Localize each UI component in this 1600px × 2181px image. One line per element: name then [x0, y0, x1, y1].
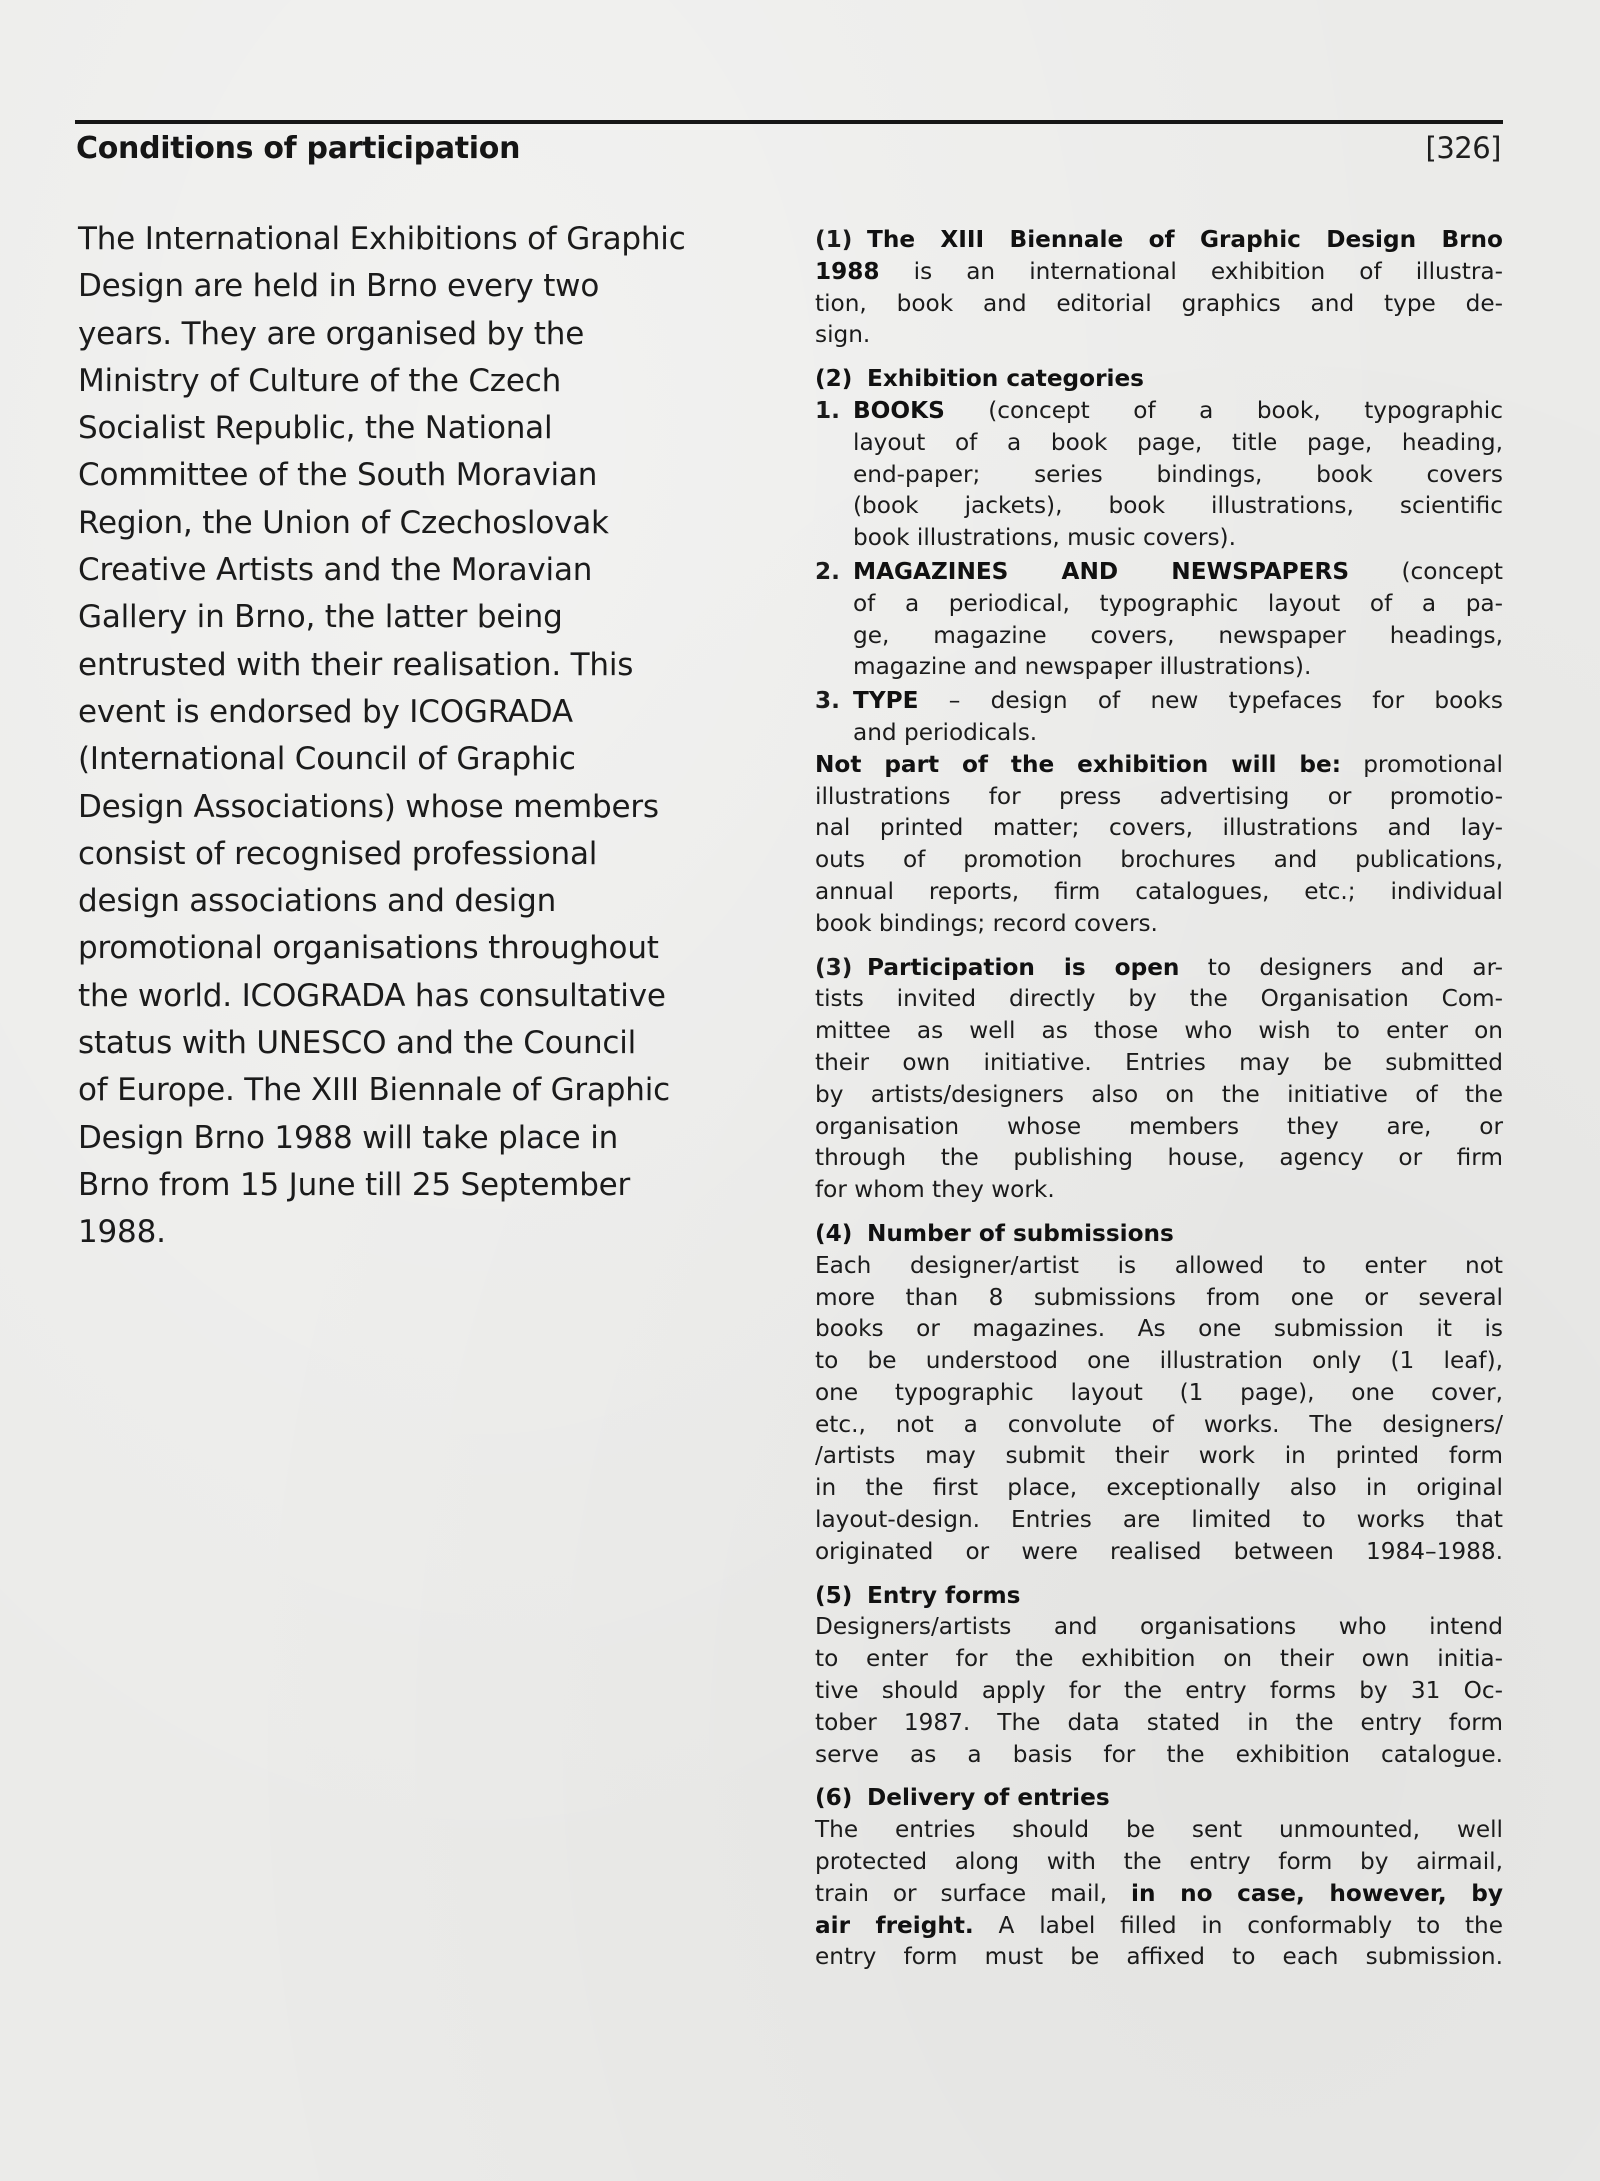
- intro-line: Design Brno 1988 will take place in: [78, 1119, 619, 1156]
- section-text: through the publishing house, agency or firm: [815, 1144, 1503, 1172]
- section-2: [815, 363, 1503, 939]
- category-item-books: [815, 395, 1503, 554]
- intro-line: The International Exhibitions of Graphic: [78, 221, 686, 257]
- section-4: [815, 1218, 1503, 1568]
- exclusions-text: illustrations for press advertising or promotio-: [815, 782, 1503, 810]
- section-heading: Entry forms: [867, 1581, 1021, 1609]
- section-bold-lead: 1988: [815, 257, 880, 285]
- section-text: serve as a basis for the exhibition catalogue.: [815, 1740, 1503, 1768]
- section-text: protected along with the entry form by airmail,: [815, 1848, 1503, 1876]
- section-1: [815, 224, 1503, 351]
- intro-line: status with UNESCO and the Council: [78, 1025, 637, 1062]
- section-text: by artists/designers also on the initiative of the: [815, 1080, 1503, 1108]
- intro-line: (International Council of Graphic: [78, 741, 576, 778]
- category-text: (concept of a book, typographic: [944, 396, 1503, 424]
- section-text: tive should apply for the entry forms by 31 Oc-: [815, 1677, 1503, 1705]
- intro-line: consist of recognised professional: [78, 835, 598, 872]
- exclusions-text: book bindings; record covers.: [815, 909, 1158, 937]
- section-text: to be understood one illustration only (1 leaf),: [815, 1347, 1503, 1375]
- section-text: tober 1987. The data stated in the entry form: [815, 1708, 1503, 1736]
- category-text: (concept: [1349, 557, 1503, 585]
- exclusions-label: Not part of the exhibition will be:: [815, 750, 1341, 778]
- intro-line: 1988.: [78, 1214, 166, 1251]
- category-label: BOOKS: [853, 396, 945, 424]
- section-text: tists invited directly by the Organisation Com-: [815, 985, 1503, 1013]
- page-title: Conditions of participation: [76, 130, 521, 166]
- exclusions-text: outs of promotion brochures and publications,: [815, 846, 1503, 874]
- section-text: for whom they work.: [815, 1176, 1055, 1204]
- section-number: (6): [815, 1784, 853, 1812]
- section-text: etc., not a convolute of works. The designers/: [815, 1410, 1503, 1438]
- category-label: TYPE: [853, 687, 919, 715]
- category-text: – design of new typefaces for books: [918, 687, 1503, 715]
- section-text: mittee as well as those who wish to enter on: [815, 1017, 1503, 1045]
- section-text: /artists may submit their work in printed form: [815, 1442, 1503, 1470]
- category-item-magazines: [815, 556, 1503, 683]
- intro-line: Design are held in Brno every two: [78, 268, 600, 305]
- section-text: more than 8 submissions from one or several: [815, 1283, 1503, 1311]
- section-bold-lead: Participation is open: [867, 953, 1180, 981]
- section-number: (2): [815, 365, 853, 393]
- section-text: one typographic layout (1 page), one cover,: [815, 1378, 1503, 1406]
- page-header: [76, 126, 1501, 170]
- section-number: (1): [815, 226, 853, 253]
- section-text: A label filled in conformably to the: [973, 1911, 1503, 1939]
- section-bold-text: air freight.: [815, 1911, 974, 1939]
- intro-line: design associations and design: [78, 883, 557, 920]
- list-number: 2.: [815, 557, 840, 585]
- intro-line: event is endorsed by ICOGRADA: [78, 693, 573, 730]
- category-text: magazine and newspaper illustrations).: [853, 653, 1312, 681]
- intro-line: Ministry of Culture of the Czech: [78, 362, 562, 399]
- section-text: organisation whose members they are, or: [815, 1112, 1503, 1140]
- exclusions-text: nal printed matter; covers, illustrations and lay-: [815, 814, 1503, 842]
- page-number: [326]: [1425, 131, 1501, 165]
- category-label: MAGAZINES AND NEWSPAPERS: [853, 557, 1350, 585]
- section-text: their own initiative. Entries may be submitted: [815, 1048, 1503, 1076]
- category-text: of a periodical, typographic layout of a pa-: [853, 589, 1503, 617]
- intro-line: promotional organisations throughout: [78, 930, 659, 967]
- section-bold-text: in no case, however, by: [1131, 1879, 1503, 1907]
- intro-line: Brno from 15 June till 25 September: [78, 1166, 631, 1203]
- intro-line: Socialist Republic, the National: [78, 410, 553, 447]
- section-5: [815, 1580, 1503, 1771]
- intro-line: Region, the Union of Czechoslovak: [78, 504, 609, 541]
- conditions-column: [815, 224, 1503, 1973]
- category-text: ge, magazine covers, newspaper headings,: [853, 621, 1503, 649]
- section-text: to designers and ar-: [1179, 953, 1503, 981]
- section-text: is an international exhibition of illustra-: [879, 257, 1503, 285]
- section-text: in the first place, exceptionally also in original: [815, 1474, 1503, 1502]
- intro-line: years. They are organised by the: [78, 315, 585, 352]
- section-text: The entries should be sent unmounted, well: [815, 1816, 1503, 1844]
- category-item-type: [815, 685, 1503, 749]
- category-text: book illustrations, music covers).: [853, 524, 1236, 552]
- section-number: (3): [815, 953, 853, 981]
- section-number: (4): [815, 1219, 853, 1247]
- intro-line: Gallery in Brno, the latter being: [78, 599, 563, 636]
- section-text: books or magazines. As one submission it is: [815, 1315, 1503, 1343]
- section-3: [815, 952, 1503, 1206]
- section-text: train or surface mail,: [815, 1879, 1132, 1907]
- intro-column: [78, 216, 778, 1257]
- intro-line: Creative Artists and the Moravian: [78, 552, 593, 589]
- list-number: 1.: [815, 396, 840, 424]
- section-text: originated or were realised between 1984–1988.: [815, 1537, 1503, 1565]
- header-rule: [75, 120, 1503, 124]
- section-text: sign.: [815, 321, 871, 349]
- section-text: tion, book and editorial graphics and type de-: [815, 289, 1503, 317]
- section-text: Each designer/artist is allowed to enter not: [815, 1251, 1503, 1279]
- section-heading: Number of submissions: [867, 1219, 1174, 1247]
- list-number: 3.: [815, 687, 840, 715]
- section-text: Designers/artists and organisations who intend: [815, 1613, 1503, 1641]
- section-text: layout-design. Entries are limited to works that: [815, 1506, 1503, 1534]
- section-text: entry form must be affixed to each submission.: [815, 1943, 1503, 1971]
- category-text: layout of a book page, title page, heading,: [853, 428, 1503, 456]
- category-text: end-paper; series bindings, book covers: [853, 460, 1503, 488]
- intro-line: Design Associations) whose members: [78, 788, 659, 825]
- exclusions-text: annual reports, firm catalogues, etc.; individual: [815, 877, 1503, 905]
- section-text: to enter for the exhibition on their own initia-: [815, 1645, 1503, 1673]
- category-text: (book jackets), book illustrations, scientific: [853, 492, 1503, 520]
- intro-line: entrusted with their realisation. This: [78, 646, 634, 683]
- section-6: [815, 1782, 1503, 1973]
- category-text: and periodicals.: [853, 718, 1038, 746]
- intro-line: Committee of the South Moravian: [78, 457, 598, 494]
- exclusions-text: promotional: [1341, 750, 1503, 778]
- exclusions-paragraph: [815, 749, 1503, 940]
- section-number: (5): [815, 1581, 853, 1609]
- section-bold-lead: The XIII Biennale of Graphic Design Brno: [867, 226, 1503, 253]
- section-heading: Delivery of entries: [867, 1784, 1110, 1812]
- intro-line: of Europe. The XIII Biennale of Graphic: [78, 1072, 670, 1109]
- intro-line: the world. ICOGRADA has consultative: [78, 977, 666, 1014]
- section-heading: Exhibition categories: [867, 365, 1144, 393]
